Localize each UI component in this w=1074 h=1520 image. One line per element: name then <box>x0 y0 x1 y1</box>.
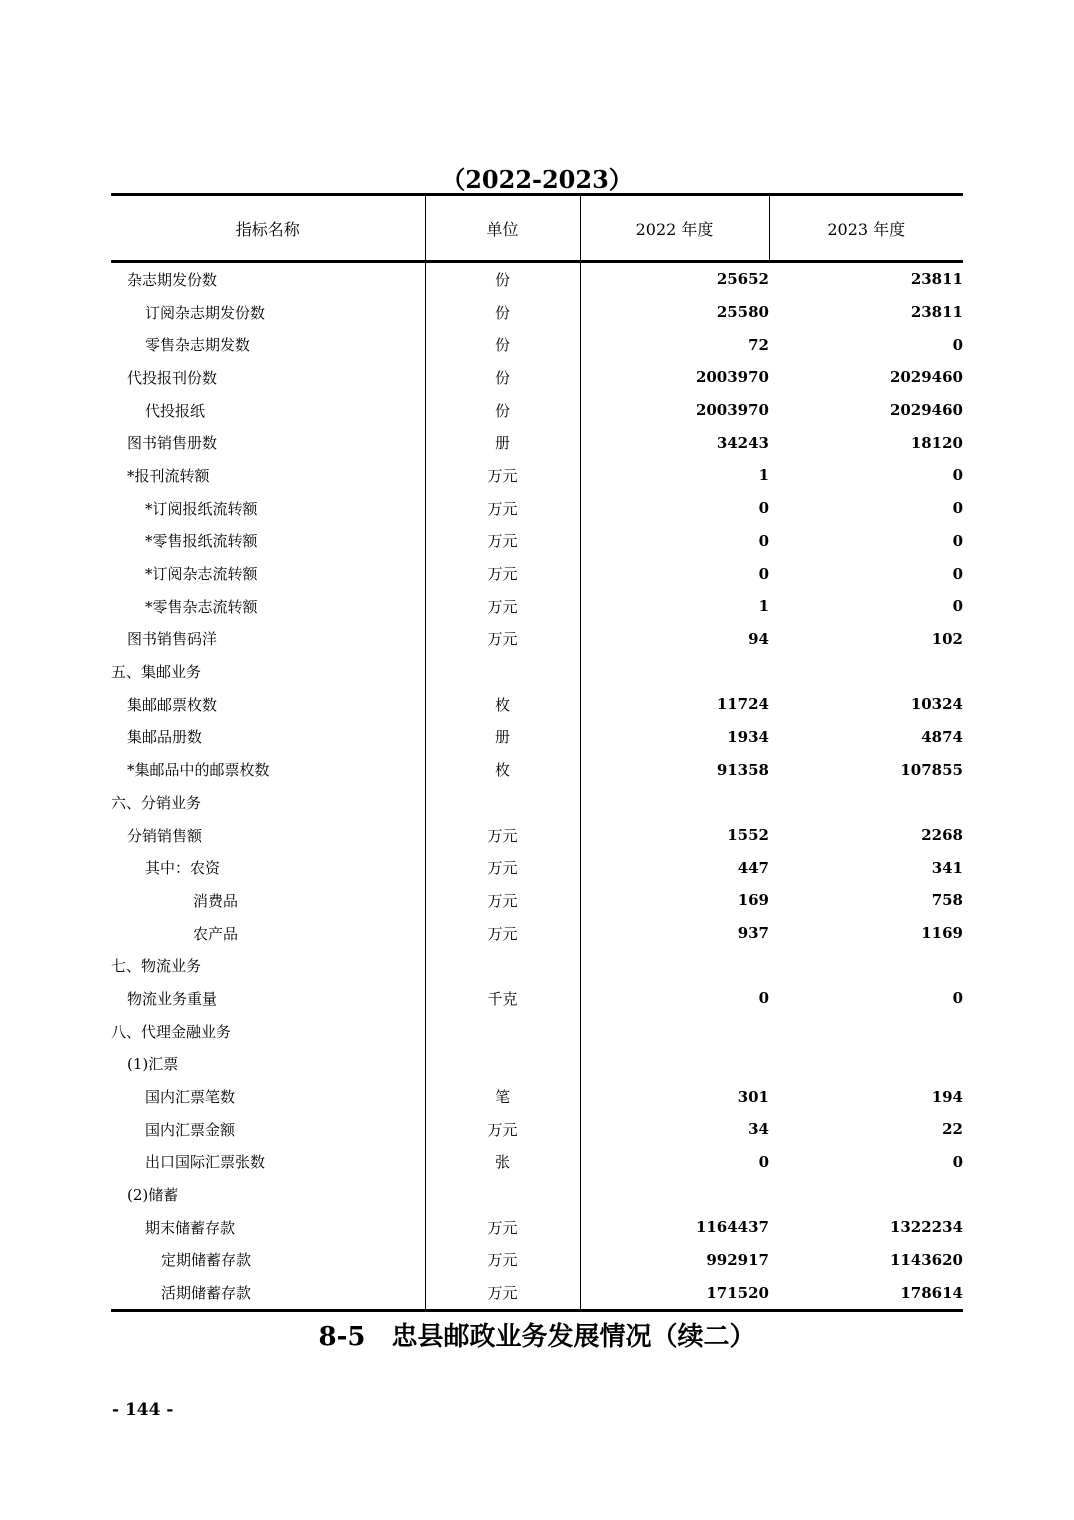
table-row <box>111 557 963 590</box>
row-unit-cell: 万元 <box>425 819 580 852</box>
row-2023-cell: 4874 <box>921 727 963 746</box>
row-unit-cell <box>425 786 580 819</box>
row-2023-cell: 0 <box>952 989 963 1008</box>
row-2022-cell: 2003970 <box>580 394 769 427</box>
row-2023-cell: 23811 <box>910 270 963 289</box>
row-2022-cell: 0 <box>580 557 769 590</box>
row-name-cell: *集邮品中的邮票枚数 <box>127 761 270 780</box>
row-name-cell: 集邮邮票枚数 <box>127 695 218 714</box>
table-row <box>111 982 963 1015</box>
row-unit-cell: 枚 <box>425 753 580 786</box>
row-name-cell: *订阅杂志流转额 <box>145 565 258 584</box>
row-2022-cell: 72 <box>580 328 769 361</box>
table-row <box>111 1211 963 1244</box>
table-row <box>111 296 963 329</box>
table-row <box>111 1113 963 1146</box>
row-unit-cell: 万元 <box>425 884 580 917</box>
row-2022-cell: 0 <box>580 492 769 525</box>
row-2023-cell: 1169 <box>921 924 963 943</box>
table-row <box>111 492 963 525</box>
row-unit-cell <box>425 655 580 688</box>
table-row <box>111 1244 963 1277</box>
header-2022: 2022 年度 <box>580 195 769 262</box>
row-2022-cell <box>580 1048 769 1081</box>
row-2022-cell: 992917 <box>580 1244 769 1277</box>
row-unit-cell: 万元 <box>425 1276 580 1310</box>
table-row <box>111 1015 963 1048</box>
table-row <box>111 949 963 982</box>
row-name-cell: 活期储蓄存款 <box>111 1276 425 1310</box>
header-unit: 单位 <box>425 195 580 262</box>
row-unit-cell: 份 <box>425 394 580 427</box>
row-2022-cell: 91358 <box>580 753 769 786</box>
row-2023-cell: 10324 <box>910 695 963 714</box>
row-2023-cell: 194 <box>931 1087 963 1106</box>
row-name-cell: 六、分销业务 <box>111 793 202 812</box>
row-2023-cell: 107855 <box>900 760 963 779</box>
table-row <box>111 753 963 786</box>
table-row <box>111 623 963 656</box>
row-2022-cell: 1 <box>580 459 769 492</box>
row-unit-cell: 份 <box>425 361 580 394</box>
row-name-cell: 国内汇票金额 <box>145 1120 236 1139</box>
row-unit-cell <box>425 1048 580 1081</box>
row-2022-cell: 2003970 <box>580 361 769 394</box>
row-name-cell: 分销销售额 <box>127 826 203 845</box>
row-unit-cell <box>425 1178 580 1211</box>
table-row <box>111 394 963 427</box>
header-2023: 2023 年度 <box>769 195 963 262</box>
row-2023-cell: 2029460 <box>889 401 963 420</box>
row-name-cell: 集邮品册数 <box>127 728 203 747</box>
row-2023-cell: 178614 <box>769 1276 963 1310</box>
row-2023-cell: 0 <box>952 564 963 583</box>
table-row <box>111 655 963 688</box>
row-unit-cell: 万元 <box>425 1113 580 1146</box>
row-unit-cell: 万元 <box>425 1211 580 1244</box>
row-2023-cell: 22 <box>942 1120 963 1139</box>
row-name-cell: (2)储蓄 <box>127 1186 179 1205</box>
table-body <box>111 262 963 1311</box>
row-name-cell: 出口国际汇票张数 <box>145 1153 266 1172</box>
row-2022-cell: 1164437 <box>580 1211 769 1244</box>
table-row <box>111 721 963 754</box>
row-unit-cell: 千克 <box>425 982 580 1015</box>
row-unit-cell: 万元 <box>425 1244 580 1277</box>
row-name-cell: *零售报纸流转额 <box>145 532 258 551</box>
row-2022-cell: 25652 <box>580 262 769 296</box>
table-row <box>111 786 963 819</box>
row-name-cell: 杂志期发份数 <box>127 270 218 289</box>
row-unit-cell: 笔 <box>425 1080 580 1113</box>
row-unit-cell: 万元 <box>425 525 580 558</box>
row-2023-cell: 1322234 <box>889 1218 963 1237</box>
row-2022-cell: 1934 <box>580 721 769 754</box>
row-name-cell: *零售杂志流转额 <box>145 597 258 616</box>
table-row <box>111 426 963 459</box>
row-name-cell: 物流业务重量 <box>127 989 218 1008</box>
row-unit-cell: 册 <box>425 721 580 754</box>
row-unit-cell: 册 <box>425 426 580 459</box>
row-2023-cell: 18120 <box>910 433 963 452</box>
row-2022-cell: 0 <box>580 982 769 1015</box>
row-unit-cell <box>425 1015 580 1048</box>
postal-statistics-table <box>111 193 963 1312</box>
row-unit-cell: 万元 <box>425 623 580 656</box>
table-row <box>111 688 963 721</box>
row-2022-cell: 937 <box>580 917 769 950</box>
row-2022-cell: 0 <box>580 1146 769 1179</box>
row-2023-cell: 758 <box>931 891 963 910</box>
row-unit-cell: 万元 <box>425 557 580 590</box>
row-2022-cell <box>580 655 769 688</box>
row-2023-cell <box>769 1178 963 1211</box>
row-2023-cell: 0 <box>952 466 963 485</box>
table-row <box>111 851 963 884</box>
row-name-cell: 图书销售册数 <box>127 434 218 453</box>
table-row <box>111 525 963 558</box>
row-2022-cell: 301 <box>580 1080 769 1113</box>
row-name-cell: 定期储蓄存款 <box>161 1251 252 1270</box>
row-2023-cell <box>769 1048 963 1081</box>
row-2023-cell <box>769 786 963 819</box>
row-unit-cell: 份 <box>425 328 580 361</box>
row-2023-cell <box>769 1015 963 1048</box>
row-unit-cell: 万元 <box>425 459 580 492</box>
row-name-cell: *报刊流转额 <box>127 466 210 485</box>
row-2022-cell <box>580 949 769 982</box>
row-unit-cell: 万元 <box>425 590 580 623</box>
table-row <box>111 361 963 394</box>
row-name-cell: 期末储蓄存款 <box>145 1218 236 1237</box>
row-name-cell: 八、代理金融业务 <box>111 1022 232 1041</box>
row-name-cell: 农产品 <box>193 924 239 943</box>
table-row <box>111 262 963 296</box>
row-name-cell: 代投报刊份数 <box>127 368 218 387</box>
row-2023-cell: 2268 <box>921 826 963 845</box>
row-2023-cell: 0 <box>952 1152 963 1171</box>
row-2022-cell: 34 <box>580 1113 769 1146</box>
row-unit-cell: 万元 <box>425 917 580 950</box>
row-2023-cell: 0 <box>952 335 963 354</box>
row-unit-cell: 枚 <box>425 688 580 721</box>
header-indicator-name: 指标名称 <box>111 195 425 262</box>
row-2022-cell <box>580 1178 769 1211</box>
table-row <box>111 1080 963 1113</box>
row-unit-cell: 张 <box>425 1146 580 1179</box>
table-row <box>111 328 963 361</box>
row-name-cell: 代投报纸 <box>145 401 206 420</box>
table-header-row <box>111 195 963 262</box>
row-2023-cell <box>769 949 963 982</box>
row-2022-cell: 11724 <box>580 688 769 721</box>
row-2022-cell: 0 <box>580 525 769 558</box>
row-2022-cell <box>580 1015 769 1048</box>
row-2022-cell: 1 <box>580 590 769 623</box>
table-row <box>111 819 963 852</box>
table-row <box>111 1178 963 1211</box>
row-name-cell: 订阅杂志期发份数 <box>145 303 266 322</box>
row-2023-cell: 0 <box>952 499 963 518</box>
row-2023-cell <box>769 655 963 688</box>
row-name-cell: 其中：农资 <box>145 859 221 878</box>
row-2022-cell: 171520 <box>580 1276 769 1310</box>
row-2022-cell: 25580 <box>580 296 769 329</box>
row-2022-cell: 34243 <box>580 426 769 459</box>
row-name-cell: 五、集邮业务 <box>111 663 202 682</box>
row-2023-cell: 0 <box>952 531 963 550</box>
row-2023-cell: 102 <box>931 629 963 648</box>
row-unit-cell <box>425 949 580 982</box>
row-2022-cell: 94 <box>580 623 769 656</box>
row-name-cell: *订阅报纸流转额 <box>145 499 258 518</box>
row-unit-cell: 份 <box>425 296 580 329</box>
row-2023-cell: 23811 <box>910 303 963 322</box>
row-2023-cell: 2029460 <box>889 368 963 387</box>
row-2023-cell: 341 <box>931 858 963 877</box>
page-title: 8-5 忠县邮政业务发展情况（续二） <box>318 1322 756 1352</box>
table-subtitle: （2022-2023） <box>441 165 633 194</box>
row-2022-cell: 1552 <box>580 819 769 852</box>
row-2023-cell: 1143620 <box>889 1250 963 1269</box>
row-name-cell: 七、物流业务 <box>111 957 202 976</box>
row-name-cell: 零售杂志期发数 <box>145 336 251 355</box>
row-name-cell: 图书销售码洋 <box>127 630 218 649</box>
row-name-cell: (1)汇票 <box>127 1055 179 1074</box>
table-row <box>111 884 963 917</box>
row-2023-cell: 0 <box>952 597 963 616</box>
row-2022-cell: 169 <box>580 884 769 917</box>
table-row <box>111 1146 963 1179</box>
row-2022-cell: 447 <box>580 851 769 884</box>
table-row <box>111 590 963 623</box>
page-number: - 144 - <box>112 1400 174 1420</box>
row-name-cell: 国内汇票笔数 <box>145 1088 236 1107</box>
row-2022-cell <box>580 786 769 819</box>
table-row <box>111 917 963 950</box>
row-name-cell: 消费品 <box>193 891 239 910</box>
table-row <box>111 1048 963 1081</box>
row-unit-cell: 万元 <box>425 492 580 525</box>
row-unit-cell: 份 <box>425 262 580 296</box>
table-row <box>111 459 963 492</box>
row-unit-cell: 万元 <box>425 851 580 884</box>
table-row <box>111 1276 963 1310</box>
